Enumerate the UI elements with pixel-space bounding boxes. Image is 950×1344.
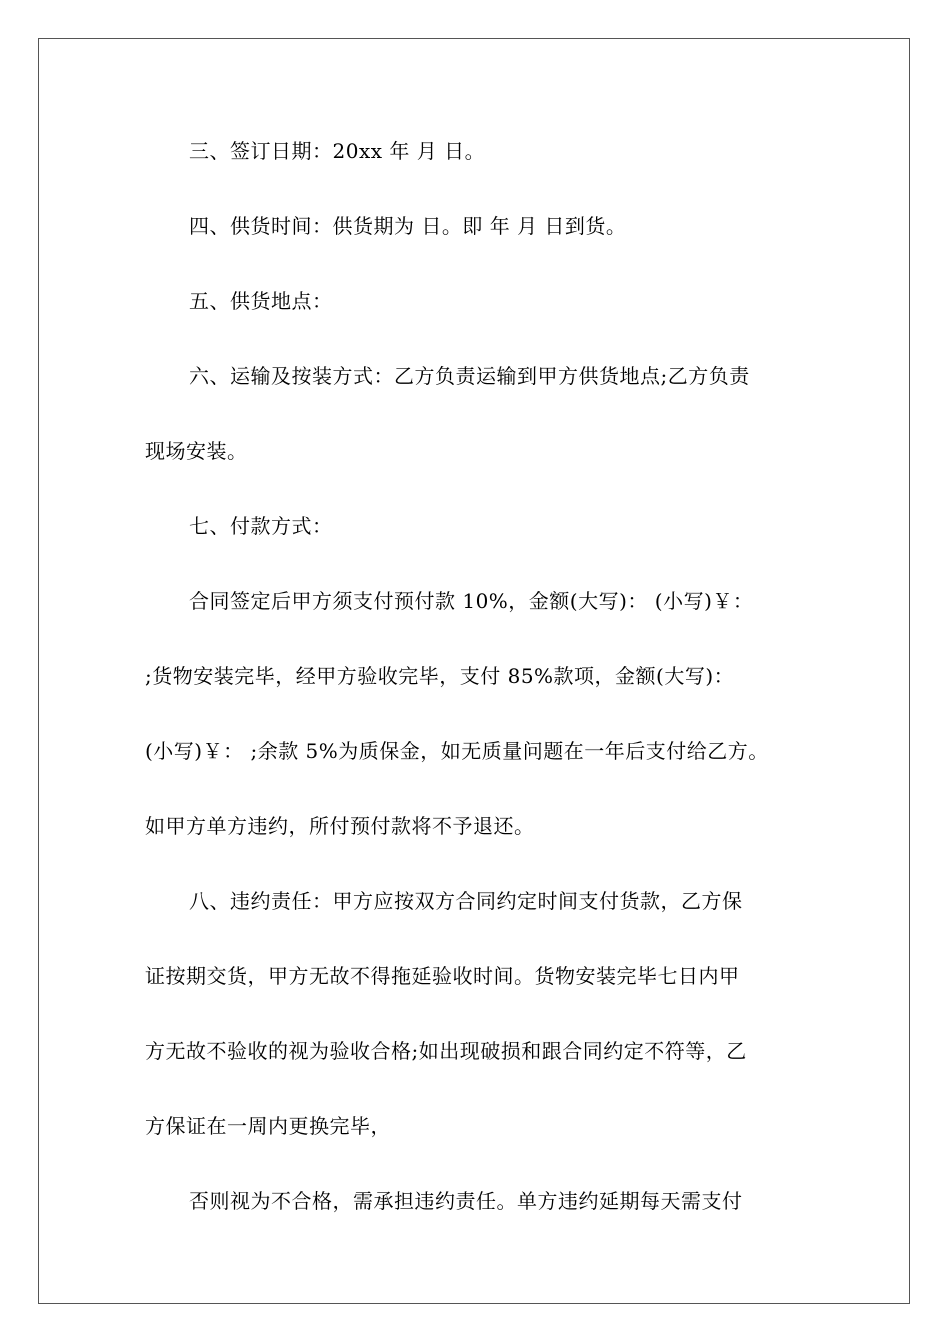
clause-6-continuation: 现场安装。 xyxy=(145,439,248,463)
penalty-paragraph-line-1: 否则视为不合格，需承担违约责任。单方违约延期每天需支付 xyxy=(189,1189,743,1213)
clause-4-delivery-time: 四、供货时间：供货期为 日。即 年 月 日到货。 xyxy=(189,214,627,238)
clause-8-liability-line-3: 方无故不验收的视为验收合格;如出现破损和跟合同约定不符等，乙 xyxy=(145,1039,747,1063)
clause-8-liability-line-1: 八、违约责任：甲方应按双方合同约定时间支付货款，乙方保 xyxy=(189,889,743,913)
clause-6-transport-install: 六、运输及按装方式：乙方负责运输到甲方供货地点;乙方负责 xyxy=(189,364,750,388)
clause-8-liability-line-2: 证按期交货，甲方无故不得拖延验收时间。货物安装完毕七日内甲 xyxy=(145,964,740,988)
payment-paragraph-line-4: 如甲方单方违约，所付预付款将不予退还。 xyxy=(145,814,535,838)
clause-3-signing-date: 三、签订日期：20xx 年 月 日。 xyxy=(189,139,486,163)
payment-paragraph-line-3: (小写)￥： ;余款 5%为质保金，如无质量问题在一年后支付给乙方。 xyxy=(145,739,769,763)
payment-paragraph-line-1: 合同签定后甲方须支付预付款 10%，金额(大写)： (小写)￥： xyxy=(189,589,754,613)
clause-7-payment-method: 七、付款方式： xyxy=(189,514,333,538)
payment-paragraph-line-2: ;货物安装完毕，经甲方验收完毕，支付 85%款项，金额(大写)： xyxy=(145,664,735,688)
clause-5-delivery-place: 五、供货地点： xyxy=(189,289,333,313)
clause-8-liability-line-4: 方保证在一周内更换完毕， xyxy=(145,1114,391,1138)
